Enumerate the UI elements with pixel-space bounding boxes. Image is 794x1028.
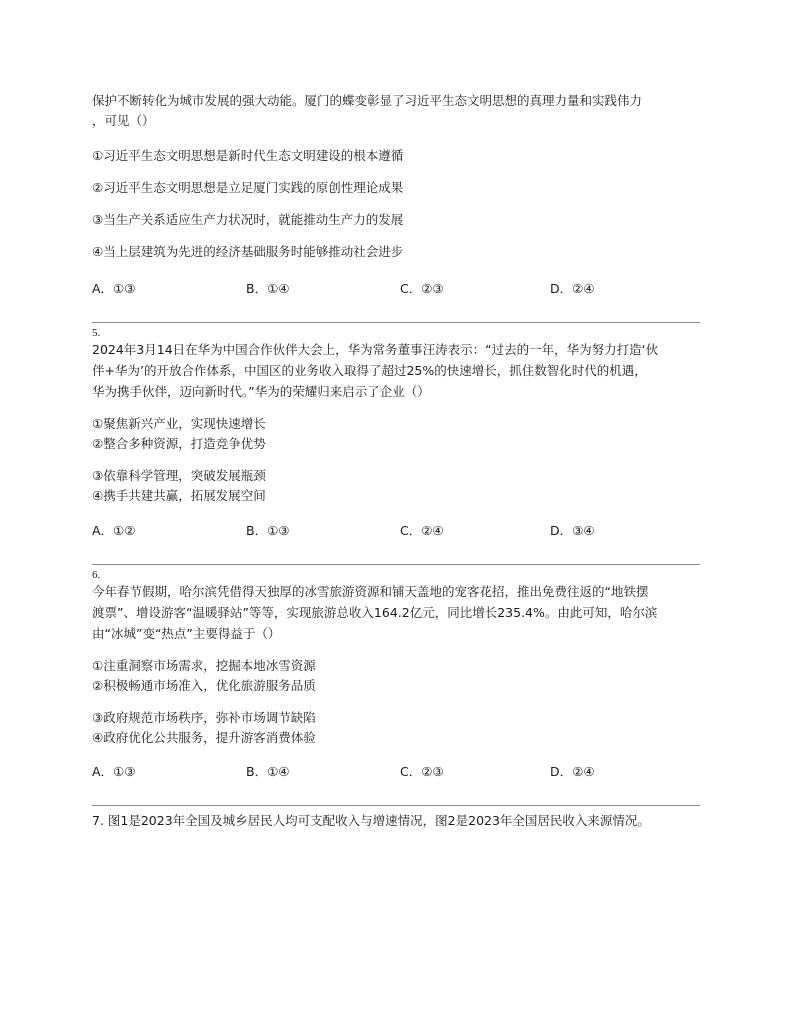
q4-option-b[interactable]: B．①④ [246, 281, 290, 296]
q6-stem-line-2: 渡票”、增设游客“温暖驿站”等等，实现旅游总收入164.2亿元，同比增长235.4%。由此可知，哈尔滨 [92, 605, 658, 620]
q6-stem-line-1: 今年春节假期，哈尔滨凭借得天独厚的冰雪旅游资源和铺天盖地的宠客花招，推出免费往返的“地铁摆 [92, 584, 649, 599]
q7-stem: 7. 图1是2023年全国及城乡居民人均可支配收入与增速情况，图2是2023年全国居民收入来源情况。 [92, 813, 650, 828]
q6-statement-4: ④政府优化公共服务，提升游客消费体验 [92, 730, 316, 745]
q6-option-d[interactable]: D．②④ [550, 764, 595, 779]
q6-statement-3: ③政府规范市场秩序，弥补市场调节缺陷 [92, 710, 316, 725]
q6-option-b[interactable]: B．①④ [246, 764, 290, 779]
q5-stem-line-1: 2024年3月14日在华为中国合作伙伴大会上，华为常务董事汪涛表示：“过去的一年，华为努力打造‘伙 [92, 342, 659, 357]
divider [92, 322, 700, 323]
q4-option-a[interactable]: A．①③ [92, 281, 136, 296]
q5-stem-line-3: 华为携手伙伴，迈向新时代。”华为的荣耀归来启示了企业（） [92, 384, 430, 399]
q5-option-c[interactable]: C．②④ [400, 523, 444, 538]
q5-number: 5. [92, 327, 101, 339]
q6-option-c[interactable]: C．②③ [400, 764, 444, 779]
q6-number: 6. [92, 569, 101, 581]
q4-stem-line-1: 保护不断转化为城市发展的强大动能。厦门的蝶变彰显了习近平生态文明思想的真理力量和实践伟力 [92, 93, 643, 108]
q6-statement-2: ②积极畅通市场准入，优化旅游服务品质 [92, 678, 316, 693]
q4-statement-3: ③当生产关系适应生产力状况时，就能推动生产力的发展 [92, 212, 404, 227]
q4-statement-4: ④当上层建筑为先进的经济基础服务时能够推动社会进步 [92, 244, 404, 259]
q4-statement-1: ①习近平生态文明思想是新时代生态文明建设的根本遵循 [92, 148, 404, 163]
q6-option-a[interactable]: A．①③ [92, 764, 136, 779]
q4-statement-2: ②习近平生态文明思想是立足厦门实践的原创性理论成果 [92, 180, 404, 195]
q4-stem-line-2: ，可见（） [92, 113, 155, 128]
q4-option-c[interactable]: C．②③ [400, 281, 444, 296]
divider [92, 564, 700, 565]
q6-statement-1: ①注重洞察市场需求，挖掘本地冰雪资源 [92, 658, 316, 673]
q5-stem-line-2: 伴+华为’的开放合作体系，中国区的业务收入取得了超过25%的快速增长，抓住数智化时代的机遇， [92, 363, 647, 378]
q5-statement-4: ④携手共建共赢，拓展发展空间 [92, 488, 266, 503]
q5-option-d[interactable]: D．③④ [550, 523, 595, 538]
q6-stem-line-3: 由“冰城”变“热点”主要得益于（） [92, 626, 281, 641]
q5-option-b[interactable]: B．①③ [246, 523, 290, 538]
q4-option-d[interactable]: D．②④ [550, 281, 595, 296]
q5-statement-1: ①聚焦新兴产业，实现快速增长 [92, 416, 266, 431]
q5-option-a[interactable]: A．①② [92, 523, 136, 538]
q5-statement-3: ③依靠科学管理，突破发展瓶颈 [92, 468, 266, 483]
divider [92, 805, 700, 806]
q5-statement-2: ②整合多种资源，打造竞争优势 [92, 436, 266, 451]
